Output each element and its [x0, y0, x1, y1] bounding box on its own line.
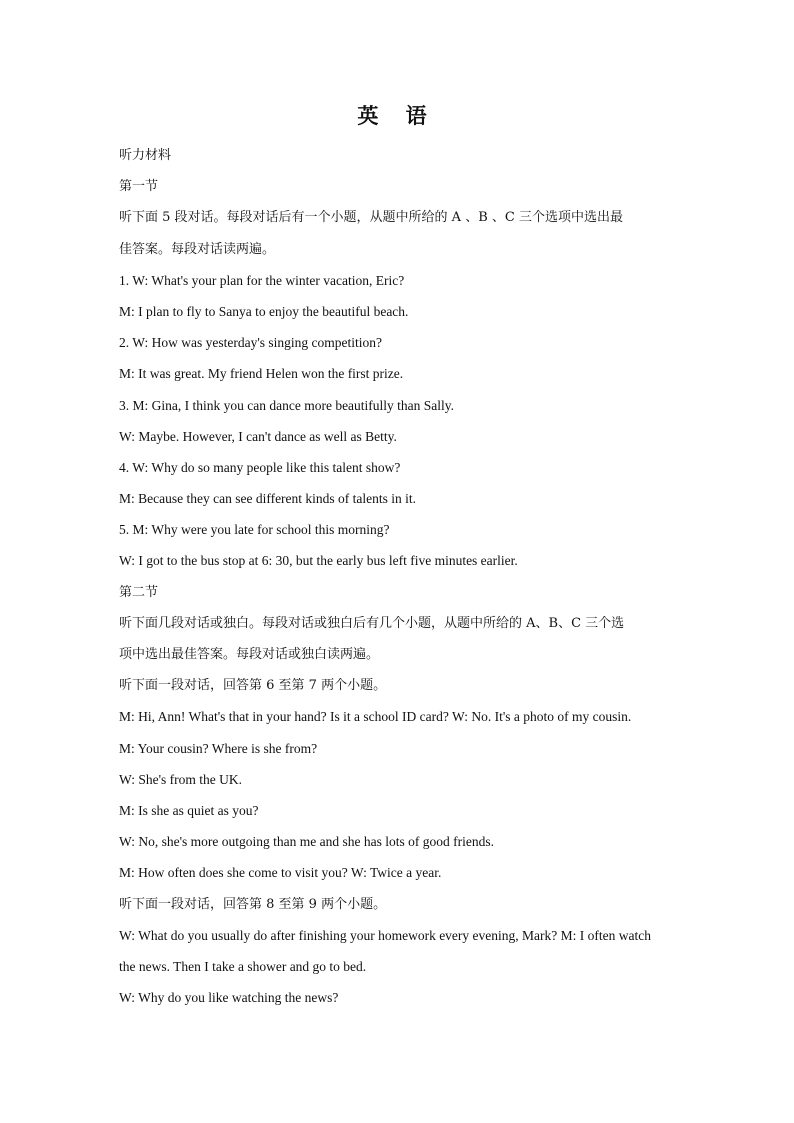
part-heading: 第一节	[119, 179, 159, 195]
instruction-text: 听下面几段对话或独白。每段对话或独白后有几个小题，从题中所给的 A、B、C 三个选	[119, 615, 625, 631]
dialogue-line: 2. W: How was yesterday's singing competition?	[119, 335, 383, 351]
dialogue-line: W: I got to the bus stop at 6: 30, but the early bus left five minutes earlier.	[119, 553, 518, 569]
dialogue-line: M: How often does she come to visit you? W: Twice a year.	[119, 865, 442, 881]
dialogue-line: the news. Then I take a shower and go to bed.	[119, 958, 367, 974]
instruction-text: 项中选出最佳答案。每段对话或独白读两遍。	[119, 647, 380, 662]
dialogue-line: M: Hi, Ann! What's that in your hand? Is it a school ID card? W: No. It's a photo of my cousin.	[119, 709, 632, 725]
page-title: 英 语	[357, 103, 437, 128]
dialogue-line: 5. M: Why were you late for school this morning?	[119, 522, 390, 538]
dialogue-line: M: It was great. My friend Helen won the first prize.	[119, 366, 404, 382]
dialogue-line: W: Maybe. However, I can't dance as well as Betty.	[119, 428, 397, 444]
section-heading: 听力材料	[119, 148, 172, 163]
question-instruction: 听下面一段对话，回答第 6 至第 7 两个小题。	[119, 678, 387, 694]
dialogue-line: M: Because they can see different kinds of talents in it.	[119, 491, 417, 507]
dialogue-line: 1. W: What's your plan for the winter vacation, Eric?	[119, 272, 405, 288]
listening-material-body	[119, 140, 679, 1013]
dialogue-line: M: Is she as quiet as you?	[119, 802, 259, 818]
question-instruction: 听下面一段对话，回答第 8 至第 9 两个小题。	[119, 896, 387, 912]
dialogue-line: 3. M: Gina, I think you can dance more beautifully than Sally.	[119, 397, 455, 413]
dialogue-line: W: She's from the UK.	[119, 771, 243, 787]
part-heading: 第二节	[119, 584, 159, 600]
dialogue-line: M: I plan to fly to Sanya to enjoy the beautiful beach.	[119, 303, 409, 319]
instruction-text: 佳答案。每段对话读两遍。	[119, 241, 276, 257]
dialogue-line: M: Your cousin? Where is she from?	[119, 740, 318, 756]
dialogue-line: W: No, she's more outgoing than me and she has lots of good friends.	[119, 834, 494, 850]
dialogue-line: W: What do you usually do after finishing your homework every evening, Mark? M: I often watch	[119, 927, 651, 943]
dialogue-line: 4. W: Why do so many people like this talent show?	[119, 459, 401, 475]
dialogue-line: W: Why do you like watching the news?	[119, 990, 339, 1006]
instruction-text: 听下面 5 段对话。每段对话后有一个小题，从题中所给的 A 、B 、C 三个选项中选出最	[119, 210, 623, 226]
